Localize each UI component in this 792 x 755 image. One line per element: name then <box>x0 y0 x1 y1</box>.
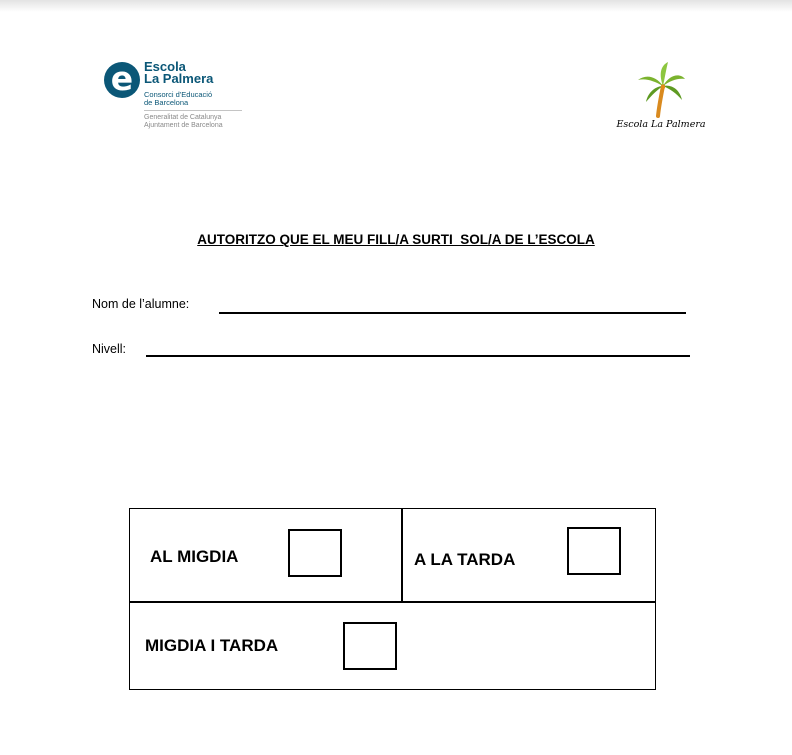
logo-caption: Escola La Palmera <box>616 119 706 130</box>
option-both-label: MIGDIA I TARDA <box>145 636 279 655</box>
logo-school-name <box>144 61 213 85</box>
logo-government <box>144 114 223 130</box>
student-name-label: Nom de l’alumne: <box>92 297 190 311</box>
e-logo-mark: e <box>104 62 140 98</box>
school-logo-left <box>104 59 264 139</box>
student-name-line[interactable] <box>219 312 686 314</box>
option-midday-checkbox[interactable] <box>288 529 342 577</box>
school-logo-right <box>606 62 716 138</box>
consorci-line2: de Barcelona <box>144 98 189 107</box>
gov-line1: Generalitat de Catalunya <box>144 114 222 121</box>
level-label: Nivell: <box>92 342 127 356</box>
option-afternoon-checkbox[interactable] <box>567 527 621 575</box>
options-table <box>129 508 656 690</box>
level-line[interactable] <box>146 355 690 357</box>
option-both-checkbox[interactable] <box>343 622 397 670</box>
gov-line2: Ajuntament de Barcelona <box>144 122 223 129</box>
logo-name-line1: Escola <box>144 59 186 74</box>
logo-consorci <box>144 91 212 107</box>
table-horizontal-divider <box>130 601 655 603</box>
option-midday-label: AL MIGDIA <box>150 547 239 566</box>
document-title: AUTORITZO QUE EL MEU FILL/A SURTI SOL/A DE L’ESCOLA <box>197 232 595 247</box>
consorci-line1: Consorci d'Educació <box>144 90 213 99</box>
logo-divider <box>144 110 242 111</box>
page-top-shadow <box>0 0 792 12</box>
palm-tree-icon <box>634 62 686 118</box>
table-vertical-divider <box>401 509 403 601</box>
logo-name-line2: La Palmera <box>144 71 214 86</box>
option-afternoon-label: A LA TARDA <box>414 550 516 569</box>
